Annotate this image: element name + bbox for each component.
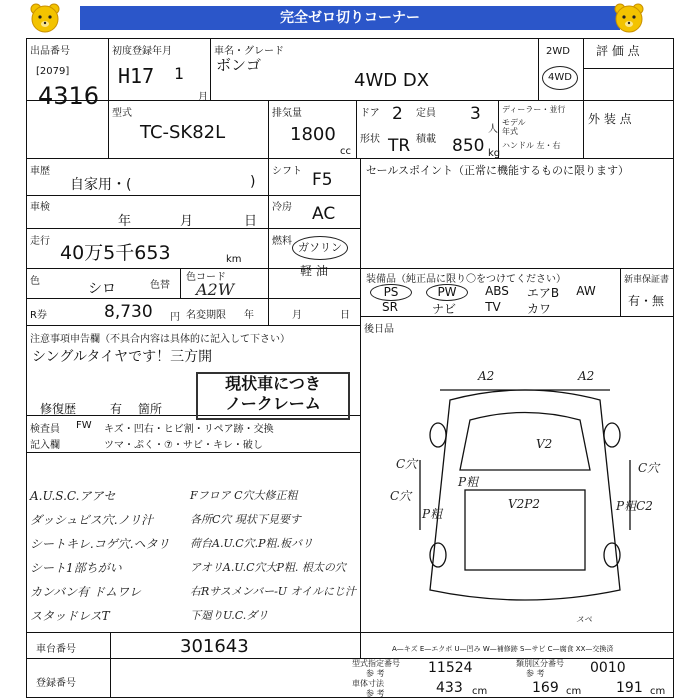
car-label: 車名・グレード [214,46,284,57]
capacity-label: 定員 [416,108,436,119]
drive-2wd: 2WD [546,46,570,57]
inspector-label-1: 検査員 [30,424,60,435]
color-label: 色 [30,276,40,287]
length-value: 433 [436,680,463,696]
equip-pw: PW [426,284,468,301]
stamp-line-2: ノークレーム [225,394,321,413]
displacement-value: 1800 [290,124,336,145]
equipment-row1 [370,284,610,301]
diagram-label: V2 [536,437,553,451]
type-cert-value: 11524 [428,660,473,676]
type-cert-label: 型式指定番号 [352,659,400,668]
height-unit: cm [566,686,582,697]
recycle-unit: 円 [170,312,180,323]
chassis-label: 車台番号 [36,644,76,655]
note-left: カンバン有 ドムワレ [30,585,141,599]
lot-sub: [2079] [36,66,70,77]
recycle-label: R券 [30,310,47,321]
repair-value: 有 [110,402,123,416]
load-value: 850 [452,136,485,156]
capacity-unit: 人 [488,124,498,135]
note-left: ダッシュビス穴.ノリ汁 [30,513,154,527]
class-no-label: 類別区分番号 [516,659,564,668]
car-name: ボンゴ [216,56,262,74]
recycle-value: 8,730 [104,302,153,322]
lot-label: 出品番号 [30,46,70,57]
bear-mascot-icon [612,2,646,36]
sales-point-label: セールスポイント（正常に機能するものに限ります） [366,164,630,177]
shift-value: F5 [312,170,333,190]
load-label: 積載 [416,134,436,145]
diagram-label: P粗 [422,507,443,521]
diagram-label: C穴 [396,457,418,471]
notes-text: シングルタイヤです！三方開 [32,349,213,365]
inspection-label: 車検 [30,202,50,213]
diagram-label: A2 [578,369,595,383]
evaluation-label: 評 価 点 [596,44,640,58]
class-no-ref: 参 考 [526,669,545,678]
first-reg-era: H17 [118,64,155,88]
handwritten-right [190,484,358,628]
chassis-value: 301643 [180,636,249,657]
model-value: TC-SK82L [140,122,226,143]
height-value: 169 [532,680,559,696]
mileage-label: 走行 [30,236,50,247]
warranty-value: 有・無 [628,294,665,308]
lot-number: 4316 [38,82,100,110]
history-value: 自家用・( [70,177,132,193]
inspector-row-2: ツマ・ぷく・⑦・サビ・キレ・破し [104,440,263,451]
note-right: アオリA.U.C穴大P粗. 根太の穴 [190,561,346,574]
dealer-label: ディーラー・並行 [502,105,566,114]
diagram-label: A2 [478,369,495,383]
exterior-label: 外 装 点 [588,112,632,126]
legend-text: A—キズ E—エクボ U—凹み W—補修跡 S—サビ C—腐食 XX—交換済 [392,645,614,653]
name-change-day: 日 [340,310,350,321]
repair-label: 修復歴 [40,402,77,416]
displacement-unit: cc [340,146,351,157]
inspection-year: 年 [118,214,132,229]
ac-value: AC [312,204,336,224]
class-no-value: 0010 [590,660,626,676]
handwritten-left [30,484,180,628]
mileage-value: 40万5千653 [60,242,171,264]
history-close: ) [250,174,256,190]
warranty-label: 新車保証書 [624,275,670,285]
drive-4wd: 4WD [542,66,578,90]
note-right: 右Rサスメンバー-U オイルにじ汁 [190,585,357,598]
equipment-label: 装備品（純正品に限り〇をつけてください） [366,274,566,285]
equip-tv: TV [485,300,501,314]
displacement-label: 排気量 [272,108,302,119]
doors-value: 2 [392,104,403,124]
capacity-value: 3 [470,104,481,124]
width-value: 191 [616,680,643,696]
note-left: スタッドレスT [30,609,110,623]
note-right: 下廻りU.C.ダリ [190,609,269,622]
repair-place: 箇所 [138,402,163,416]
diagram-label: C穴 [638,461,660,475]
note-left: シート1部ちがい [30,561,122,575]
banner: 完全ゼロ切りコーナー [80,6,620,30]
handle-label: ハンドル 左・右 [502,141,561,150]
diagram-label: P粗 [458,475,479,489]
inspection-month: 月 [180,214,194,229]
note-right: 荷台A.U.C穴.P粗.板バリ [190,537,314,550]
color-value: シロ [88,281,116,297]
inspector-codes: FW [76,420,92,431]
body-type-label: 形状 [360,134,380,145]
notes-label: 注意事項申告欄（不具合内容は具体的に記入して下さい） [30,334,290,345]
fuel-label: 燃料 [272,236,292,247]
note-right: 各所C穴 現状下見要す [190,513,301,526]
note-right: Fフロア C穴大修正粗 [190,489,298,502]
equip-ps: PS [370,284,412,301]
ac-label: 冷房 [272,202,292,213]
length-label: 車体寸法 [352,679,384,688]
rear-seat-label: 後日品 [364,324,394,335]
color-code-label: 色コード [186,272,226,283]
vehicle-diagram [380,360,670,630]
note-left: シートキレ.コゲ穴.ヘタリ [30,537,170,551]
type-cert-ref: 参 考 [366,669,385,678]
doors-label: ドア [360,108,380,119]
registration-label: 登録番号 [36,678,76,689]
no-claim-stamp [196,372,350,420]
model-label: 型式 [112,108,132,119]
history-label: 車歴 [30,166,50,177]
bear-mascot-icon [28,2,62,36]
car-grade: 4WD DX [354,70,430,91]
width-unit: cm [650,686,666,697]
color-code: A2W [196,280,235,299]
equip-leather: カワ [526,302,551,316]
diagram-label: P粗C2 [616,499,653,513]
inspector-label-2: 記入欄 [30,440,60,451]
mileage-unit: km [226,254,242,265]
diagram-label: スペ [576,615,592,624]
equip-aw: AW [576,284,596,298]
name-change-year: 年 [244,310,254,321]
inspector-row-1: キズ・凹右・ヒビ割・リペア跡・交換 [104,424,274,435]
model-year-label: モデル年式 [502,118,526,136]
equip-sr: SR [382,300,398,314]
diagram-label: C穴 [390,489,412,503]
note-left: A.U.S.C.アアセ [30,489,116,503]
name-change-label: 名変期限 [186,310,226,321]
body-type-value: TR [388,136,411,156]
diagram-label: V2P2 [508,497,541,511]
stamp-line-1: 現状車につき [225,374,321,393]
fuel-alt: 軽 油 [300,264,328,278]
fuel-value: ガソリン [292,236,348,260]
equipment-row2 [370,300,610,317]
name-change-month: 月 [292,310,302,321]
length-ref: 参 考 [366,689,385,698]
color-change-label: 色替 [150,280,170,291]
length-unit: cm [472,686,488,697]
equip-navi: ナビ [431,302,456,316]
first-reg-unit: 月 [198,92,208,103]
shift-label: シフト [272,166,302,177]
inspection-day: 日 [244,214,258,229]
equip-airbag: エアB [526,286,560,300]
first-reg-month: 1 [174,64,184,83]
first-reg-label: 初度登録年月 [112,46,172,57]
equip-abs: ABS [485,284,509,298]
load-unit: kg [488,148,501,159]
